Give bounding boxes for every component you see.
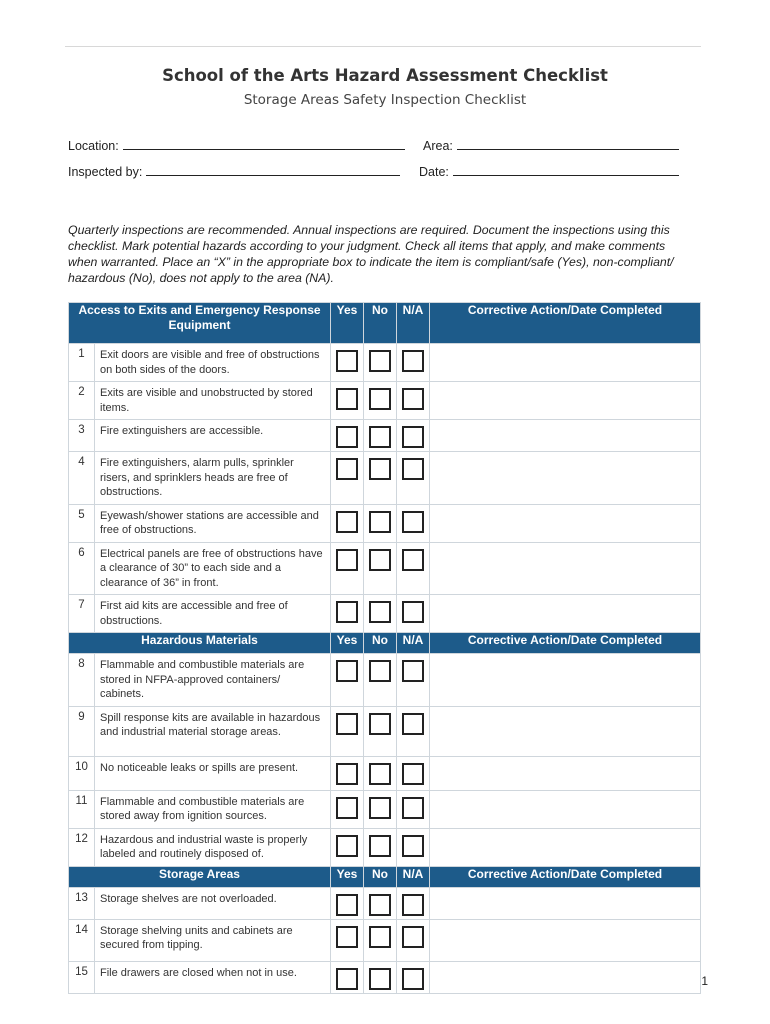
item-description: Exit doors are visible and free of obstructions on both sides of the doors. [95, 344, 331, 382]
no-cell [364, 961, 397, 993]
na-checkbox[interactable] [402, 835, 424, 857]
col-yes-header: Yes [331, 633, 364, 654]
yes-checkbox[interactable] [336, 458, 358, 480]
corrective-action-cell[interactable] [430, 504, 701, 542]
no-cell [364, 756, 397, 790]
no-checkbox[interactable] [369, 835, 391, 857]
date-label: Date: [419, 165, 449, 179]
no-cell [364, 790, 397, 828]
yes-cell [331, 887, 364, 919]
yes-checkbox[interactable] [336, 350, 358, 372]
yes-cell [331, 919, 364, 961]
checklist-row [69, 961, 701, 993]
yes-cell [331, 756, 364, 790]
na-cell [397, 706, 430, 756]
checklist-row [69, 756, 701, 790]
item-number: 3 [69, 420, 95, 452]
yes-checkbox[interactable] [336, 426, 358, 448]
yes-cell [331, 654, 364, 707]
section-title: Hazardous Materials [69, 633, 331, 654]
no-cell [364, 344, 397, 382]
item-number: 9 [69, 706, 95, 756]
item-description: Fire extinguishers, alarm pulls, sprinkler risers, and sprinklers heads are free of obstructions. [95, 452, 331, 505]
yes-cell [331, 344, 364, 382]
checklist-row [69, 595, 701, 633]
no-cell [364, 542, 397, 595]
col-na-header: N/A [397, 633, 430, 654]
corrective-action-cell[interactable] [430, 344, 701, 382]
no-checkbox[interactable] [369, 797, 391, 819]
no-cell [364, 919, 397, 961]
section-title: Access to Exits and Emergency Response Equipment [69, 303, 331, 344]
na-cell [397, 382, 430, 420]
yes-cell [331, 420, 364, 452]
corrective-action-cell[interactable] [430, 542, 701, 595]
yes-checkbox[interactable] [336, 511, 358, 533]
yes-cell [331, 504, 364, 542]
na-checkbox[interactable] [402, 350, 424, 372]
yes-cell [331, 452, 364, 505]
no-cell [364, 452, 397, 505]
na-checkbox[interactable] [402, 713, 424, 735]
col-no-header: No [364, 303, 397, 344]
checklist-row [69, 452, 701, 505]
checklist-row [69, 828, 701, 866]
no-cell [364, 595, 397, 633]
checklist-row [69, 542, 701, 595]
checklist-row [69, 504, 701, 542]
no-cell [364, 420, 397, 452]
yes-checkbox[interactable] [336, 797, 358, 819]
na-cell [397, 595, 430, 633]
corrective-action-cell[interactable] [430, 790, 701, 828]
corrective-action-cell[interactable] [430, 887, 701, 919]
no-checkbox[interactable] [369, 350, 391, 372]
top-rule [65, 46, 701, 47]
item-number: 4 [69, 452, 95, 505]
item-number: 6 [69, 542, 95, 595]
area-label: Area: [423, 139, 453, 153]
yes-checkbox[interactable] [336, 763, 358, 785]
no-checkbox[interactable] [369, 601, 391, 623]
col-action-header: Corrective Action/Date Completed [430, 303, 701, 344]
na-checkbox[interactable] [402, 894, 424, 916]
no-checkbox[interactable] [369, 388, 391, 410]
location-label: Location: [68, 139, 119, 153]
location-input-line[interactable] [123, 137, 405, 150]
na-checkbox[interactable] [402, 660, 424, 682]
no-checkbox[interactable] [369, 458, 391, 480]
corrective-action-cell[interactable] [430, 828, 701, 866]
na-checkbox[interactable] [402, 926, 424, 948]
item-description: Flammable and combustible materials are stored in NFPA-approved containers/ cabinets. [95, 654, 331, 707]
no-cell [364, 706, 397, 756]
checklist-table [68, 302, 701, 994]
yes-cell [331, 595, 364, 633]
no-checkbox[interactable] [369, 926, 391, 948]
section-header-row [69, 303, 701, 344]
na-cell [397, 654, 430, 707]
yes-cell [331, 828, 364, 866]
na-checkbox[interactable] [402, 458, 424, 480]
checklist-row [69, 706, 701, 756]
item-description: Eyewash/shower stations are accessible and free of obstructions. [95, 504, 331, 542]
na-checkbox[interactable] [402, 968, 424, 990]
item-number: 15 [69, 961, 95, 993]
na-cell [397, 420, 430, 452]
yes-checkbox[interactable] [336, 660, 358, 682]
corrective-action-cell[interactable] [430, 595, 701, 633]
yes-cell [331, 382, 364, 420]
corrective-action-cell[interactable] [430, 654, 701, 707]
no-cell [364, 828, 397, 866]
date-input-line[interactable] [453, 163, 679, 176]
corrective-action-cell[interactable] [430, 452, 701, 505]
checklist-row [69, 420, 701, 452]
item-description: Fire extinguishers are accessible. [95, 420, 331, 452]
col-na-header: N/A [397, 866, 430, 887]
no-cell [364, 654, 397, 707]
area-input-line[interactable] [457, 137, 679, 150]
item-number: 1 [69, 344, 95, 382]
yes-checkbox[interactable] [336, 601, 358, 623]
no-checkbox[interactable] [369, 549, 391, 571]
corrective-action-cell[interactable] [430, 919, 701, 961]
item-number: 8 [69, 654, 95, 707]
item-number: 5 [69, 504, 95, 542]
item-description: Flammable and combustible materials are stored away from ignition sources. [95, 790, 331, 828]
date-field[interactable] [419, 163, 679, 179]
na-cell [397, 790, 430, 828]
na-checkbox[interactable] [402, 601, 424, 623]
col-action-header: Corrective Action/Date Completed [430, 866, 701, 887]
yes-checkbox[interactable] [336, 835, 358, 857]
na-cell [397, 961, 430, 993]
no-checkbox[interactable] [369, 713, 391, 735]
item-description: File drawers are closed when not in use. [95, 961, 331, 993]
corrective-action-cell[interactable] [430, 961, 701, 993]
item-description: Exits are visible and unobstructed by stored items. [95, 382, 331, 420]
instructions-paragraph: Quarterly inspections are recommended. Annual inspections are required. Document the inspections using this checklist. Mark potential hazards according to your judgment. Check all items that apply, and make comments when warranted. Place an “X” in the appropriate box to indicate the item is compliant/safe (Yes), non-compliant/ hazardous (No), does not apply to the area (NA). [68, 223, 674, 285]
item-description: Storage shelves are not overloaded. [95, 887, 331, 919]
no-checkbox[interactable] [369, 660, 391, 682]
item-description: Spill response kits are available in hazardous and industrial material storage areas. [95, 706, 331, 756]
item-number: 10 [69, 756, 95, 790]
col-action-header: Corrective Action/Date Completed [430, 633, 701, 654]
item-number: 7 [69, 595, 95, 633]
na-checkbox[interactable] [402, 549, 424, 571]
na-cell [397, 887, 430, 919]
corrective-action-cell[interactable] [430, 420, 701, 452]
item-number: 14 [69, 919, 95, 961]
inspected-by-field[interactable] [68, 163, 400, 179]
location-field[interactable] [68, 137, 405, 153]
col-yes-header: Yes [331, 866, 364, 887]
no-checkbox[interactable] [369, 894, 391, 916]
corrective-action-cell[interactable] [430, 706, 701, 756]
section-header-row [69, 866, 701, 887]
no-checkbox[interactable] [369, 511, 391, 533]
yes-checkbox[interactable] [336, 894, 358, 916]
checklist-row [69, 790, 701, 828]
yes-cell [331, 961, 364, 993]
item-description: Storage shelving units and cabinets are secured from tipping. [95, 919, 331, 961]
checklist-row [69, 654, 701, 707]
na-checkbox[interactable] [402, 797, 424, 819]
na-checkbox[interactable] [402, 426, 424, 448]
item-description: First aid kits are accessible and free of obstructions. [95, 595, 331, 633]
section-title: Storage Areas [69, 866, 331, 887]
page-number: 1 [701, 974, 708, 988]
item-number: 11 [69, 790, 95, 828]
yes-checkbox[interactable] [336, 926, 358, 948]
na-cell [397, 756, 430, 790]
col-yes-header: Yes [331, 303, 364, 344]
document-subtitle: Storage Areas Safety Inspection Checklist [243, 92, 527, 108]
checklist-row [69, 344, 701, 382]
area-field[interactable] [423, 137, 679, 153]
item-number: 13 [69, 887, 95, 919]
yes-checkbox[interactable] [336, 968, 358, 990]
item-description: Electrical panels are free of obstructions have a clearance of 30” to each side and a clearance of 36” in front. [95, 542, 331, 595]
checklist-row [69, 382, 701, 420]
corrective-action-cell[interactable] [430, 382, 701, 420]
inspected-by-input-line[interactable] [146, 163, 400, 176]
document-title: School of the Arts Hazard Assessment Checklist [162, 66, 608, 85]
na-cell [397, 828, 430, 866]
no-checkbox[interactable] [369, 426, 391, 448]
inspected-by-label: Inspected by: [68, 165, 143, 179]
col-na-header: N/A [397, 303, 430, 344]
item-description: Hazardous and industrial waste is properly labeled and routinely disposed of. [95, 828, 331, 866]
na-cell [397, 504, 430, 542]
item-number: 2 [69, 382, 95, 420]
na-cell [397, 452, 430, 505]
section-header-row [69, 633, 701, 654]
yes-checkbox[interactable] [336, 713, 358, 735]
no-checkbox[interactable] [369, 763, 391, 785]
no-cell [364, 887, 397, 919]
no-cell [364, 504, 397, 542]
yes-cell [331, 790, 364, 828]
yes-cell [331, 542, 364, 595]
yes-checkbox[interactable] [336, 549, 358, 571]
no-cell [364, 382, 397, 420]
na-cell [397, 542, 430, 595]
na-checkbox[interactable] [402, 763, 424, 785]
yes-checkbox[interactable] [336, 388, 358, 410]
na-cell [397, 344, 430, 382]
checklist-row [69, 887, 701, 919]
checklist-row [69, 919, 701, 961]
item-number: 12 [69, 828, 95, 866]
corrective-action-cell[interactable] [430, 756, 701, 790]
no-checkbox[interactable] [369, 968, 391, 990]
na-cell [397, 919, 430, 961]
yes-cell [331, 706, 364, 756]
col-no-header: No [364, 633, 397, 654]
item-description: No noticeable leaks or spills are present. [95, 756, 331, 790]
na-checkbox[interactable] [402, 511, 424, 533]
na-checkbox[interactable] [402, 388, 424, 410]
col-no-header: No [364, 866, 397, 887]
